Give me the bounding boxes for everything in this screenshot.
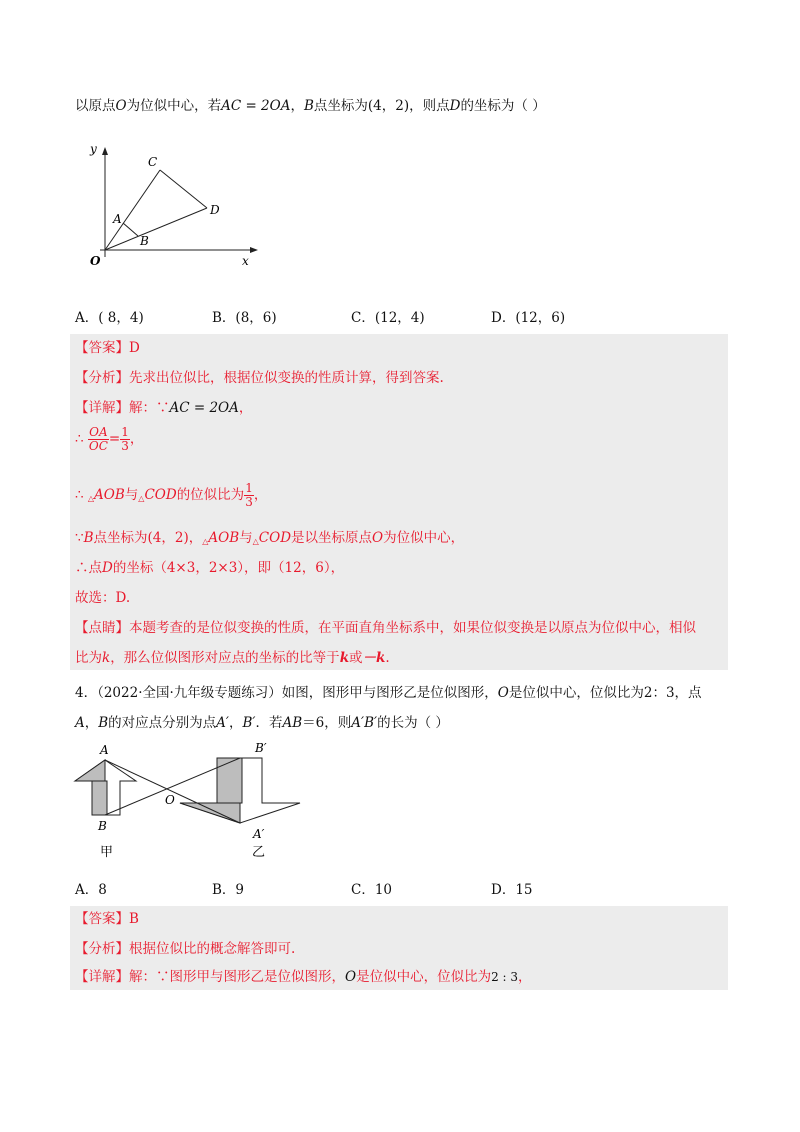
triangle-aob: AOB xyxy=(208,530,240,546)
variable-k: k xyxy=(102,650,111,666)
detail-text: 解：∵ xyxy=(129,400,170,416)
fraction-denominator: 3 xyxy=(245,495,253,509)
label-a: A xyxy=(100,743,109,757)
option-label: C． xyxy=(351,882,375,898)
q4-option-b[interactable] xyxy=(212,880,244,900)
x-axis-arrow xyxy=(250,247,258,253)
answer-value: D xyxy=(129,340,140,356)
detail-text: 的坐标（4×3，2×3），即（12，6）， xyxy=(112,560,345,576)
label-b-prime: B′ xyxy=(255,741,267,755)
triangle-symbol: △ xyxy=(87,494,95,503)
detail-tag: 【详解】 xyxy=(75,400,129,416)
q4-stem-text: ．若 xyxy=(255,715,283,731)
comment-text: ，那么位似图形对应点的坐标的比等于 xyxy=(110,650,340,666)
triangle-symbol: △ xyxy=(138,494,145,503)
q3-detail xyxy=(75,398,252,418)
q4-option-d[interactable] xyxy=(491,880,533,900)
label-x: x xyxy=(242,254,249,268)
fraction-one-third xyxy=(120,426,130,453)
q3-stem-text: 点坐标为(4，2)，则点 xyxy=(313,98,450,114)
detail-text: 为位似中心， xyxy=(383,530,465,546)
option-label: D． xyxy=(491,882,516,898)
q4-option-c[interactable] xyxy=(351,880,392,900)
because-symbol: ∵ xyxy=(75,530,84,546)
q3-stem-equation: AC = 2OA xyxy=(221,98,291,114)
q3-stem-o: O xyxy=(115,98,127,114)
analysis-text: 根据位似比的概念解答即可. xyxy=(129,941,296,957)
detail-tag: 【详解】 xyxy=(75,969,129,985)
q4-stem-text: 的对应点分别为点 xyxy=(108,715,217,731)
fraction-oa-oc xyxy=(88,426,109,453)
figure-yi-shade xyxy=(217,758,242,803)
fraction-one-third xyxy=(244,482,254,509)
q4-stem-text: 如图，图形甲与图形乙是位似图形， xyxy=(281,685,498,701)
option-label: D． xyxy=(491,310,516,326)
therefore-symbol: ∴ xyxy=(75,431,84,447)
q4-option-a[interactable] xyxy=(75,880,107,900)
comment-text: . xyxy=(385,650,390,666)
label-y: y xyxy=(90,142,97,156)
q3-step-1 xyxy=(75,424,143,454)
answer-value: B xyxy=(129,911,139,927)
detail-text: 解：∵图形甲与图形乙是位似图形， xyxy=(129,969,345,985)
point-b: B xyxy=(98,715,109,731)
ratio-value: 2 : 3 xyxy=(491,970,519,984)
detail-text: 是以坐标原点 xyxy=(291,530,373,546)
q3-figure xyxy=(80,135,265,270)
figure-jia-shade xyxy=(92,781,107,815)
therefore-symbol: ∴ xyxy=(75,487,84,503)
question-source: （2022·全国·九年级专题练习） xyxy=(97,685,282,701)
detail-text: 点坐标为(4，2)， xyxy=(93,530,203,546)
comment-text: 比为 xyxy=(75,650,102,666)
q4-figure xyxy=(70,738,310,863)
point-o: O xyxy=(497,685,509,701)
detail-text: 的位似比为 xyxy=(176,487,245,503)
q4-stem-text: 的长为（ ） xyxy=(377,715,449,731)
q4-answer xyxy=(75,909,139,929)
q4-analysis xyxy=(75,939,295,959)
q3-analysis xyxy=(75,368,444,388)
comment-text: 或 xyxy=(349,650,363,666)
q3-stem-text: 的坐标为（ ） xyxy=(460,98,546,114)
option-value: 15 xyxy=(515,882,533,898)
option-value: ( 8，4) xyxy=(98,310,144,326)
point-a: A xyxy=(75,715,85,731)
fraction-numerator: 1 xyxy=(121,425,129,439)
answer-tag: 【答案】 xyxy=(75,911,129,927)
q3-stem-text: ， xyxy=(290,98,304,114)
option-value: 10 xyxy=(374,882,393,898)
segment-ab xyxy=(123,223,138,236)
q3-option-c[interactable] xyxy=(351,308,425,328)
q4-detail xyxy=(75,967,532,987)
label-yi: 乙 xyxy=(252,845,266,860)
label-o: O xyxy=(165,793,175,807)
option-label: A． xyxy=(75,882,99,898)
q3-option-d[interactable] xyxy=(491,308,565,328)
segment-a-prime-b-prime: A′B′ xyxy=(351,715,378,731)
triangle-symbol: △ xyxy=(202,537,209,546)
fraction-denominator: 3 xyxy=(121,439,129,453)
label-a: A xyxy=(113,212,122,226)
q3-stem-d: D xyxy=(449,98,461,114)
equals-sign: = xyxy=(108,431,121,447)
variable-neg-k: －k xyxy=(362,650,386,666)
option-label: A． xyxy=(75,310,99,326)
figure-yi-shade-bottom xyxy=(180,803,240,823)
q4-stem-line-2 xyxy=(75,713,449,733)
point-o: O xyxy=(372,530,384,546)
option-label: B． xyxy=(212,310,236,326)
detail-text: 与 xyxy=(239,530,253,546)
comment-tag: 【点睛】 xyxy=(75,620,129,636)
detail-text: ， xyxy=(238,400,253,416)
point-a-prime: A′ xyxy=(216,715,229,731)
q3-comment-line-1 xyxy=(75,618,696,638)
triangle-cod: COD xyxy=(258,530,292,546)
q3-step-2 xyxy=(75,480,267,514)
label-b: B xyxy=(98,819,107,833)
fraction-numerator: 1 xyxy=(245,481,253,495)
label-jia: 甲 xyxy=(100,845,114,860)
point-b: B xyxy=(83,530,94,546)
point-o: O xyxy=(345,969,357,985)
triangle-symbol: △ xyxy=(252,537,259,546)
detail-text: ， xyxy=(518,969,532,985)
q3-stem-text: 为位似中心，若 xyxy=(126,98,222,114)
segment-oc xyxy=(105,170,160,250)
q4-stem-text: ， xyxy=(229,715,243,731)
q3-step-4 xyxy=(75,558,344,578)
point-d: D xyxy=(102,560,113,576)
detail-text: 与 xyxy=(124,487,139,503)
question-number: 4． xyxy=(75,685,98,701)
y-axis-arrow xyxy=(102,147,108,155)
option-value: (12，4) xyxy=(374,310,425,326)
detail-text: ∴点 xyxy=(75,560,102,576)
q3-stem-text: 以原点 xyxy=(75,98,116,114)
detail-text: ， xyxy=(253,487,268,503)
analysis-text: 先求出位似比，根据位似变换的性质计算，得到答案. xyxy=(129,370,444,386)
triangle-cod: COD xyxy=(144,487,177,503)
option-value: (8，6) xyxy=(235,310,277,326)
segment-cd xyxy=(160,170,207,208)
q3-option-a[interactable] xyxy=(75,308,144,328)
analysis-tag: 【分析】 xyxy=(75,370,129,386)
q3-answer xyxy=(75,338,140,358)
label-o: O xyxy=(90,254,101,268)
option-value: 8 xyxy=(98,882,107,898)
detail-text: ， xyxy=(129,431,144,447)
q3-comment-line-2 xyxy=(75,648,390,668)
analysis-tag: 【分析】 xyxy=(75,941,129,957)
label-c: C xyxy=(148,155,158,169)
figure-jia-shade-top xyxy=(75,760,105,781)
segment-ab: AB xyxy=(282,715,303,731)
label-a-prime: A′ xyxy=(253,827,265,841)
detail-text: 是位似中心，位似比为 xyxy=(356,969,492,985)
q4-stem-text: 是位似中心，位似比为2：3，点 xyxy=(508,685,702,701)
q3-step-3 xyxy=(75,528,464,552)
point-b-prime: B′ xyxy=(242,715,256,731)
option-label: C． xyxy=(351,310,375,326)
fraction-denominator: OC xyxy=(88,439,108,453)
comment-text: 本题考查的是位似变换的性质，在平面直角坐标系中，如果位似变换是以原点为位似中心，相似 xyxy=(129,620,696,636)
q4-stem-text: ＝6，则 xyxy=(302,715,352,731)
q3-stem-b: B xyxy=(303,98,314,114)
option-value: (12，6) xyxy=(515,310,566,326)
label-b: B xyxy=(140,234,149,248)
answer-tag: 【答案】 xyxy=(75,340,129,356)
fraction-numerator: OA xyxy=(89,425,108,439)
q3-step-5: 故选：D. xyxy=(75,590,131,606)
q4-stem-text: ， xyxy=(84,715,99,731)
option-value: 9 xyxy=(235,882,245,898)
label-d: D xyxy=(210,203,220,217)
option-label: B． xyxy=(212,882,236,898)
q3-stem xyxy=(75,96,546,116)
variable-k: k xyxy=(339,650,350,666)
q3-option-b[interactable] xyxy=(212,308,277,328)
triangle-aob: AOB xyxy=(94,487,125,503)
detail-equation: AC = 2OA xyxy=(169,400,239,416)
q4-stem-line-1 xyxy=(75,683,702,703)
